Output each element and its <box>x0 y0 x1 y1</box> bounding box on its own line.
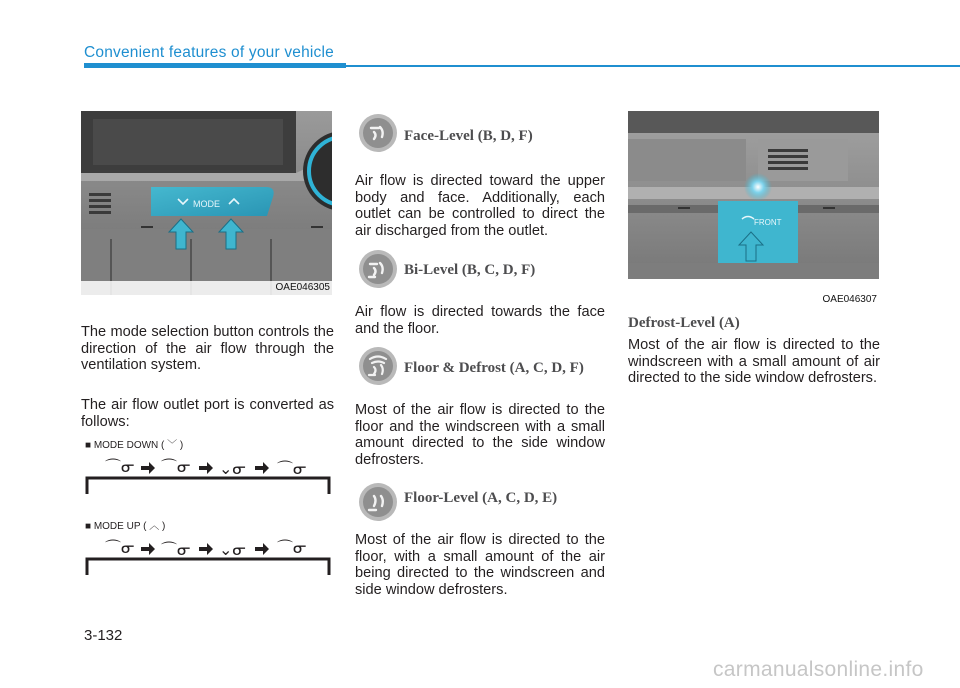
svg-text:⌒ᓂ: ⌒ᓂ <box>105 538 135 557</box>
svg-text:⌒ᓂ: ⌒ᓂ <box>277 459 307 478</box>
heading-defrost-level: Defrost-Level (A) <box>628 315 740 331</box>
page-number: 3-132 <box>84 627 123 644</box>
heading-floor-defrost: Floor & Defrost (A, C, D, F) <box>404 360 584 376</box>
figure-code: OAE046305 <box>275 282 330 293</box>
figure-code: OAE046307 <box>822 294 877 305</box>
paragraph-bi-level: Air flow is directed towards the face and the floor. <box>355 304 605 337</box>
face-level-icon <box>358 113 398 158</box>
svg-text:⌄ᓂ: ⌄ᓂ <box>219 459 247 478</box>
mode-up-sequence <box>83 535 333 580</box>
section-title: Convenient features of your vehicle <box>84 44 334 61</box>
heading-bi-level: Bi-Level (B, C, D, F) <box>404 262 536 278</box>
watermark: carmanualsonline.info <box>713 658 924 681</box>
heading-floor-level: Floor-Level (A, C, D, E) <box>404 490 558 506</box>
mode-button-figure <box>81 111 332 295</box>
floor-defrost-icon <box>358 346 398 391</box>
svg-text:⌒ᓂ: ⌒ᓂ <box>161 457 191 476</box>
paragraph-floor-defrost: Most of the air flow is directed to the floor and the windscreen with a small amount directed to the side window defrosters. <box>355 402 605 468</box>
bi-level-icon <box>358 249 398 294</box>
paragraph-face-level: Air flow is directed toward the upper body and face. Additionally, each outlet can be controlled to direct the air discharged from the outlet. <box>355 173 605 239</box>
svg-text:⌒ᓂ: ⌒ᓂ <box>277 538 307 557</box>
floor-level-icon <box>358 482 398 527</box>
figure-front-label: FRONT <box>754 218 782 227</box>
mode-down-label: ■ MODE DOWN ( ﹀ ) <box>85 440 184 451</box>
mode-down-sequence <box>83 454 333 499</box>
paragraph-defrost-level: Most of the air flow is directed to the windscreen with a small amount of air directed to the side window defrosters. <box>628 337 880 386</box>
svg-text:⌒ᓂ: ⌒ᓂ <box>105 457 135 476</box>
mode-up-label: ■ MODE UP ( ︿ ) <box>85 521 166 532</box>
front-defrost-figure <box>628 111 879 309</box>
figure-mode-label: MODE <box>193 199 220 209</box>
paragraph-floor-level: Most of the air flow is directed to the floor, with a small amount of the air being directed to the windscreen and side window defrosters. <box>355 532 605 598</box>
heading-face-level: Face-Level (B, D, F) <box>404 128 533 144</box>
header-rule <box>84 65 960 67</box>
paragraph-mode-intro: The mode selection button controls the direction of the air flow through the ventilation system. <box>81 324 334 373</box>
svg-text:⌄ᓂ: ⌄ᓂ <box>219 540 247 559</box>
svg-text:⌒ᓂ: ⌒ᓂ <box>161 540 191 559</box>
paragraph-outlet-intro: The air flow outlet port is converted as follows: <box>81 397 334 430</box>
